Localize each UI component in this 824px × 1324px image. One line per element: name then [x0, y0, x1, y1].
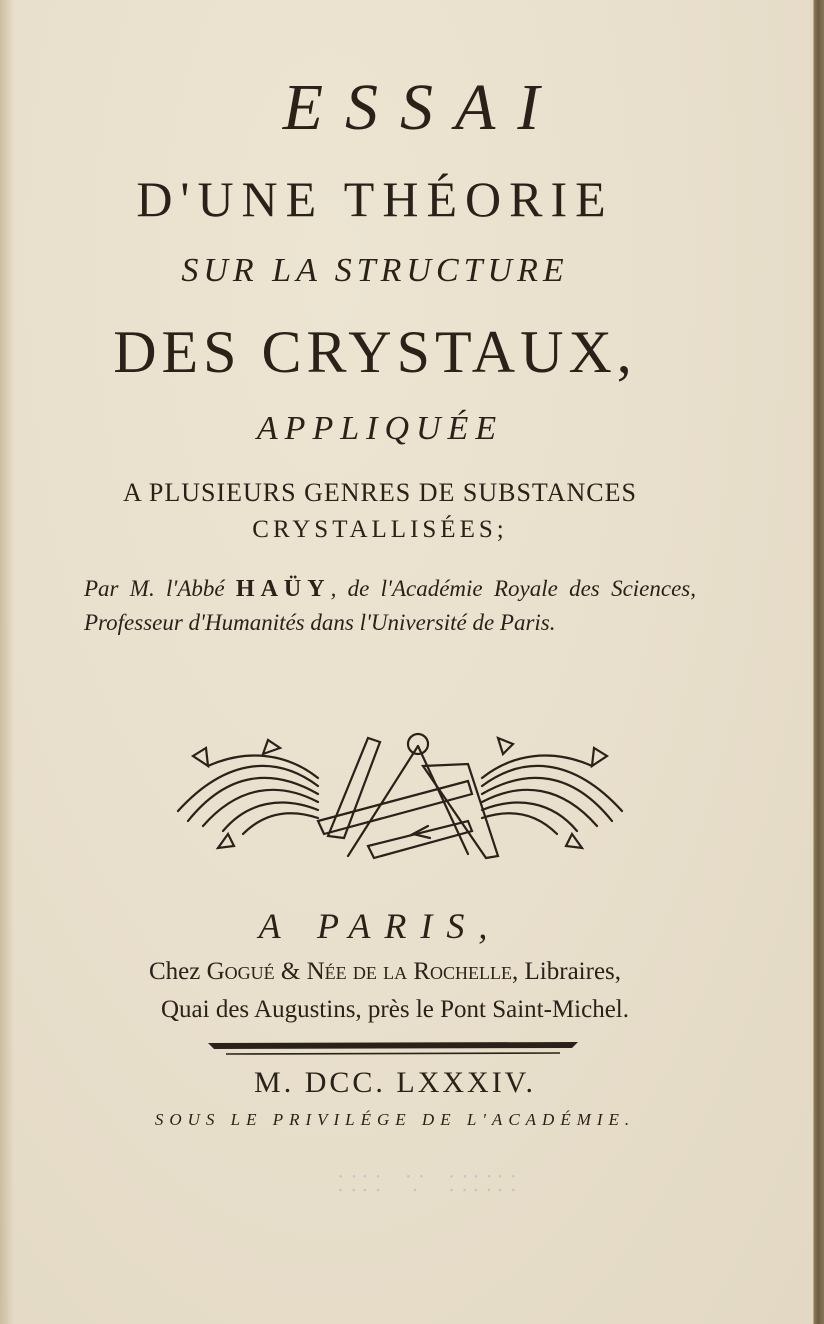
title-essai: ESSAI [282, 71, 562, 144]
imprint-year: M. DCC. LXXXIV. [254, 1066, 536, 1099]
imprint-privilege: SOUS LE PRIVILÉGE DE L'ACADÉMIE. [154, 1110, 636, 1129]
imprint-publisher [0, 958, 770, 986]
subtitle-plusieurs: A PLUSIEURS GENRES DE SUBSTANCES [123, 478, 637, 507]
author-suffix: , de l'Académie Royale des Sciences, Professeur d'Humanités dans l'Université de Paris. [84, 576, 696, 635]
author-statement [84, 572, 696, 640]
subtitle-crystallisees: CRYSTALLISÉES; [252, 516, 508, 543]
publisher-suffix: , Libraires, [512, 958, 622, 985]
woodcut-ornament-icon [168, 726, 632, 866]
library-stamp: ⸬⸬ ⸪ ⸬⸬⸬ [338, 1172, 522, 1197]
title-crystaux: DES CRYSTAUX, [113, 319, 637, 385]
publisher-prefix: Chez [148, 958, 207, 985]
author-prefix: Par M. l'Abbé [84, 576, 236, 601]
title-structure: SUR LA STRUCTURE [181, 252, 569, 289]
title-theorie: D'UNE THÉORIE [136, 171, 614, 227]
page-edge [810, 0, 824, 1324]
publisher-names: Gogué & Née de la Rochelle [206, 958, 513, 985]
decorative-rule [208, 1040, 578, 1056]
author-name: HAÜY [235, 576, 331, 602]
imprint-city: A PARIS, [258, 906, 502, 946]
imprint-address: Quai des Augustins, près le Pont Saint-Michel. [160, 996, 630, 1023]
subtitle-appliquee: APPLIQUÉE [256, 410, 504, 447]
